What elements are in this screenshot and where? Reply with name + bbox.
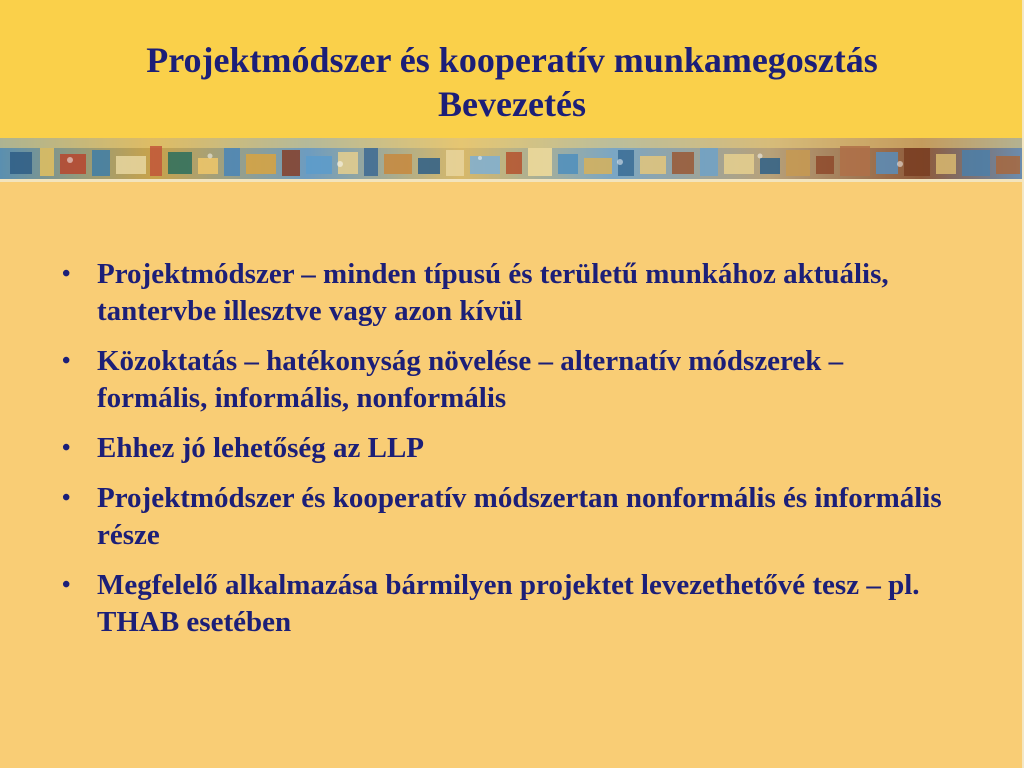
bullet-item-5 [60, 567, 960, 641]
slide-title [0, 38, 1024, 126]
bullet-item-4 [60, 480, 960, 554]
bullet-text-5: Megfelelő alkalmazása bármilyen projektet levezethetővé tesz – pl. THAB esetében [97, 569, 920, 638]
title-line-1: Projektmódszer és kooperatív munkamegosztás [146, 40, 878, 80]
bullet-text-1: Projektmódszer – minden típusú és területű munkához aktuális, tantervbe illesztve vagy azon kívül [97, 258, 889, 327]
painted-city-banner [0, 138, 1024, 180]
bullet-text-4: Projektmódszer és kooperatív módszertan nonformális és informális része [97, 482, 942, 551]
bullet-text-2: Közoktatás – hatékonyság növelése – alternatív módszerek – formális, informális, nonformális [97, 345, 844, 414]
bullet-list [60, 256, 960, 654]
header [0, 0, 1024, 140]
bullet-icon: • [62, 485, 71, 511]
bullet-icon: • [62, 261, 71, 287]
bullet-text-3: Ehhez jó lehetőség az LLP [97, 432, 425, 464]
bullet-icon: • [62, 572, 71, 598]
title-line-2: Bevezetés [438, 84, 586, 124]
bullet-item-3 [60, 430, 960, 467]
bullet-icon: • [62, 435, 71, 461]
bullet-item-1 [60, 256, 960, 330]
bullet-item-2 [60, 343, 960, 417]
bullet-icon: • [62, 348, 71, 374]
